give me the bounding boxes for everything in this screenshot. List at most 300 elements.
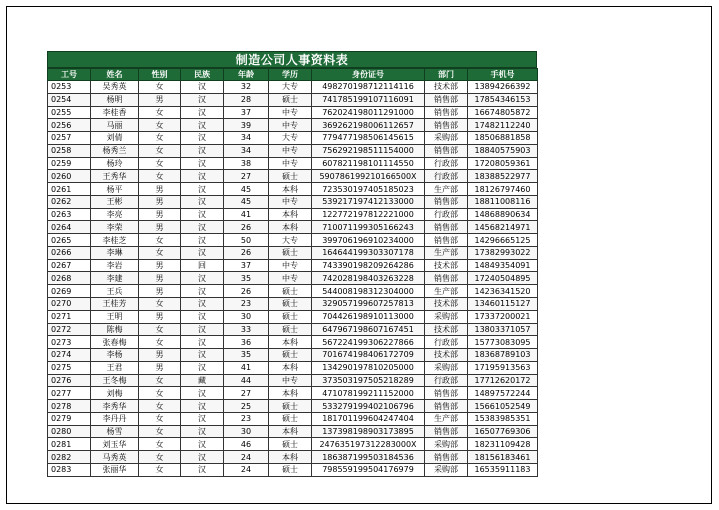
cell-education[interactable]: 硕士 [269,400,312,413]
cell-ethnicity[interactable]: 汉 [181,349,224,362]
cell-ethnicity[interactable]: 汉 [181,208,224,221]
cell-education[interactable]: 本科 [269,221,312,234]
cell-ethnicity[interactable]: 汉 [181,336,224,349]
cell-department[interactable]: 销售部 [425,119,468,132]
cell-age[interactable]: 35 [224,349,269,362]
cell-age[interactable]: 32 [224,81,269,94]
cell-education[interactable]: 中专 [269,157,312,170]
cell-name[interactable]: 李岩 [91,259,139,272]
cell-education[interactable]: 硕士 [269,310,312,323]
cell-gender[interactable]: 女 [139,400,181,413]
cell-gender[interactable]: 女 [139,119,181,132]
cell-age[interactable]: 34 [224,144,269,157]
cell-education[interactable]: 大专 [269,234,312,247]
cell-phone[interactable]: 17482112240 [468,119,538,132]
cell-employee-id[interactable]: 0271 [48,310,91,323]
cell-education[interactable]: 中专 [269,272,312,285]
cell-name[interactable]: 刘梅 [91,387,139,400]
cell-gender[interactable]: 女 [139,463,181,476]
cell-department[interactable]: 行政部 [425,157,468,170]
cell-education[interactable]: 硕士 [269,246,312,259]
cell-department[interactable]: 销售部 [425,106,468,119]
cell-phone[interactable]: 17854346153 [468,93,538,106]
cell-department[interactable]: 销售部 [425,451,468,464]
cell-education[interactable]: 本科 [269,361,312,374]
cell-name[interactable]: 王兵 [91,285,139,298]
table-row [48,170,538,183]
table-row [48,310,538,323]
cell-employee-id[interactable]: 0256 [48,119,91,132]
cell-id-number[interactable]: 498270198712114116 [312,81,425,94]
cell-education[interactable]: 中专 [269,119,312,132]
cell-id-number[interactable]: 710071199305166243 [312,221,425,234]
cell-gender[interactable]: 女 [139,132,181,145]
cell-ethnicity[interactable]: 汉 [181,195,224,208]
cell-gender[interactable]: 女 [139,144,181,157]
cell-department[interactable]: 销售部 [425,144,468,157]
cell-ethnicity[interactable]: 汉 [181,170,224,183]
cell-ethnicity[interactable]: 汉 [181,221,224,234]
cell-ethnicity[interactable]: 汉 [181,310,224,323]
table-row [48,106,538,119]
cell-employee-id[interactable]: 0274 [48,349,91,362]
cell-name[interactable]: 张春梅 [91,336,139,349]
cell-phone[interactable]: 13460115127 [468,298,538,311]
header-education[interactable]: 学历 [269,69,312,81]
cell-phone[interactable]: 13803371057 [468,323,538,336]
header-id-number[interactable]: 身份证号 [312,69,425,81]
table-row [48,157,538,170]
cell-name[interactable]: 王秀华 [91,170,139,183]
cell-name[interactable]: 李秀华 [91,400,139,413]
cell-department[interactable]: 采购部 [425,463,468,476]
cell-id-number[interactable]: 741785199107116091 [312,93,425,106]
cell-phone[interactable]: 14849354091 [468,259,538,272]
cell-id-number[interactable]: 164644199303307178 [312,246,425,259]
cell-gender[interactable]: 男 [139,272,181,285]
cell-employee-id[interactable]: 0280 [48,425,91,438]
cell-ethnicity[interactable]: 汉 [181,246,224,259]
cell-age[interactable]: 27 [224,387,269,400]
cell-employee-id[interactable]: 0264 [48,221,91,234]
cell-ethnicity[interactable]: 汉 [181,106,224,119]
cell-education[interactable]: 硕士 [269,323,312,336]
cell-id-number[interactable]: 590786199210166500X [312,170,425,183]
cell-ethnicity[interactable]: 汉 [181,157,224,170]
cell-age[interactable]: 45 [224,183,269,196]
cell-ethnicity[interactable]: 汉 [181,463,224,476]
cell-employee-id[interactable]: 0258 [48,144,91,157]
cell-name[interactable]: 李丹丹 [91,412,139,425]
header-name[interactable]: 姓名 [91,69,139,81]
cell-name[interactable]: 王君 [91,361,139,374]
cell-name[interactable]: 王彬 [91,195,139,208]
header-row [48,69,538,81]
cell-ethnicity[interactable]: 汉 [181,298,224,311]
cell-phone[interactable]: 16674805872 [468,106,538,119]
cell-employee-id[interactable]: 0282 [48,451,91,464]
cell-department[interactable]: 销售部 [425,400,468,413]
cell-employee-id[interactable]: 0270 [48,298,91,311]
cell-id-number[interactable]: 122772197812221000 [312,208,425,221]
table-row [48,132,538,145]
cell-employee-id[interactable]: 0260 [48,170,91,183]
cell-education[interactable]: 本科 [269,451,312,464]
cell-age[interactable]: 27 [224,170,269,183]
cell-id-number[interactable]: 329057199607257813 [312,298,425,311]
cell-education[interactable]: 本科 [269,183,312,196]
cell-department[interactable]: 生产部 [425,412,468,425]
cell-phone[interactable]: 18231109428 [468,438,538,451]
cell-age[interactable]: 23 [224,412,269,425]
cell-employee-id[interactable]: 0261 [48,183,91,196]
cell-id-number[interactable]: 779477198506145615 [312,132,425,145]
cell-department[interactable]: 采购部 [425,310,468,323]
cell-gender[interactable]: 男 [139,349,181,362]
cell-employee-id[interactable]: 0257 [48,132,91,145]
cell-phone[interactable]: 14897572244 [468,387,538,400]
cell-department[interactable]: 销售部 [425,221,468,234]
cell-ethnicity[interactable]: 汉 [181,119,224,132]
cell-department[interactable]: 销售部 [425,195,468,208]
header-gender[interactable]: 性别 [139,69,181,81]
cell-employee-id[interactable]: 0275 [48,361,91,374]
cell-phone[interactable]: 17337200021 [468,310,538,323]
cell-age[interactable]: 26 [224,285,269,298]
cell-name[interactable]: 李亮 [91,208,139,221]
cell-age[interactable]: 25 [224,400,269,413]
cell-phone[interactable]: 17208059361 [468,157,538,170]
cell-phone[interactable]: 14868890634 [468,208,538,221]
cell-employee-id[interactable]: 0266 [48,246,91,259]
cell-id-number[interactable]: 567224199306227866 [312,336,425,349]
cell-gender[interactable]: 女 [139,323,181,336]
cell-department[interactable]: 销售部 [425,387,468,400]
cell-name[interactable]: 陈梅 [91,323,139,336]
cell-id-number[interactable]: 607821198101114550 [312,157,425,170]
cell-ethnicity[interactable]: 藏 [181,374,224,387]
cell-gender[interactable]: 男 [139,310,181,323]
cell-gender[interactable]: 女 [139,387,181,400]
header-ethnicity[interactable]: 民族 [181,69,224,81]
cell-phone[interactable]: 15773083095 [468,336,538,349]
cell-age[interactable]: 28 [224,93,269,106]
cell-department[interactable]: 技术部 [425,349,468,362]
cell-gender[interactable]: 女 [139,438,181,451]
cell-ethnicity[interactable]: 汉 [181,93,224,106]
cell-id-number[interactable]: 742028198403263228 [312,272,425,285]
cell-name[interactable]: 李荣 [91,221,139,234]
cell-employee-id[interactable]: 0278 [48,400,91,413]
cell-education[interactable]: 硕士 [269,170,312,183]
cell-name[interactable]: 吴秀英 [91,81,139,94]
cell-employee-id[interactable]: 0259 [48,157,91,170]
cell-education[interactable]: 硕士 [269,93,312,106]
cell-age[interactable]: 45 [224,195,269,208]
cell-ethnicity[interactable]: 汉 [181,438,224,451]
cell-name[interactable]: 杨平 [91,183,139,196]
cell-department[interactable]: 销售部 [425,425,468,438]
cell-gender[interactable]: 女 [139,246,181,259]
cell-id-number[interactable]: 762024198011291000 [312,106,425,119]
cell-ethnicity[interactable]: 汉 [181,400,224,413]
cell-education[interactable]: 本科 [269,387,312,400]
cell-education[interactable]: 本科 [269,425,312,438]
cell-employee-id[interactable]: 0277 [48,387,91,400]
cell-education[interactable]: 中专 [269,195,312,208]
cell-name[interactable]: 马丽 [91,119,139,132]
cell-ethnicity[interactable]: 汉 [181,144,224,157]
cell-ethnicity[interactable]: 汉 [181,425,224,438]
cell-name[interactable]: 杨雪 [91,425,139,438]
table-row [48,400,538,413]
cell-id-number[interactable]: 533279199402106796 [312,400,425,413]
cell-age[interactable]: 38 [224,157,269,170]
cell-education[interactable]: 中专 [269,106,312,119]
cell-education[interactable]: 硕士 [269,463,312,476]
cell-id-number[interactable]: 701674198406172709 [312,349,425,362]
cell-age[interactable]: 41 [224,208,269,221]
cell-gender[interactable]: 女 [139,298,181,311]
cell-gender[interactable]: 女 [139,157,181,170]
cell-department[interactable]: 生产部 [425,246,468,259]
personnel-table [47,68,538,477]
header-phone[interactable]: 手机号 [468,69,538,81]
cell-phone[interactable]: 14296665125 [468,234,538,247]
cell-id-number[interactable]: 181701199604247404 [312,412,425,425]
cell-id-number[interactable]: 798559199504176979 [312,463,425,476]
cell-ethnicity[interactable]: 汉 [181,387,224,400]
cell-age[interactable]: 36 [224,336,269,349]
cell-gender[interactable]: 男 [139,183,181,196]
header-age[interactable]: 年龄 [224,69,269,81]
cell-employee-id[interactable]: 0255 [48,106,91,119]
cell-ethnicity[interactable]: 汉 [181,183,224,196]
cell-gender[interactable]: 女 [139,451,181,464]
cell-department[interactable]: 销售部 [425,93,468,106]
cell-employee-id[interactable]: 0262 [48,195,91,208]
cell-department[interactable]: 技术部 [425,323,468,336]
cell-name[interactable]: 杨明 [91,93,139,106]
cell-age[interactable]: 46 [224,438,269,451]
cell-ethnicity[interactable]: 汉 [181,412,224,425]
cell-department[interactable]: 采购部 [425,132,468,145]
cell-department[interactable]: 技术部 [425,298,468,311]
cell-gender[interactable]: 女 [139,106,181,119]
cell-name[interactable]: 李桂芝 [91,234,139,247]
cell-id-number[interactable]: 539217197412133000 [312,195,425,208]
cell-education[interactable]: 本科 [269,208,312,221]
cell-department[interactable]: 行政部 [425,170,468,183]
cell-ethnicity[interactable]: 汉 [181,132,224,145]
cell-name[interactable]: 马秀英 [91,451,139,464]
cell-phone[interactable]: 17195913563 [468,361,538,374]
cell-id-number[interactable]: 723530197405185023 [312,183,425,196]
cell-gender[interactable]: 男 [139,208,181,221]
cell-education[interactable]: 大专 [269,81,312,94]
cell-employee-id[interactable]: 0267 [48,259,91,272]
cell-phone[interactable]: 16535911183 [468,463,538,476]
cell-gender[interactable]: 女 [139,374,181,387]
cell-gender[interactable]: 男 [139,285,181,298]
cell-education[interactable]: 中专 [269,144,312,157]
cell-department[interactable]: 生产部 [425,183,468,196]
cell-id-number[interactable]: 756292198511154000 [312,144,425,157]
cell-employee-id[interactable]: 0265 [48,234,91,247]
table-row [48,323,538,336]
cell-department[interactable]: 技术部 [425,81,468,94]
cell-id-number[interactable]: 704426198910113000 [312,310,425,323]
cell-id-number[interactable]: 743390198209264286 [312,259,425,272]
cell-employee-id[interactable]: 0281 [48,438,91,451]
cell-employee-id[interactable]: 0253 [48,81,91,94]
cell-age[interactable]: 34 [224,132,269,145]
cell-ethnicity[interactable]: 汉 [181,272,224,285]
cell-name[interactable]: 李桂香 [91,106,139,119]
cell-ethnicity[interactable]: 汉 [181,323,224,336]
cell-ethnicity[interactable]: 回 [181,259,224,272]
cell-age[interactable]: 30 [224,425,269,438]
cell-phone[interactable]: 18388522977 [468,170,538,183]
cell-ethnicity[interactable]: 汉 [181,81,224,94]
cell-education[interactable]: 中专 [269,259,312,272]
cell-ethnicity[interactable]: 汉 [181,451,224,464]
cell-id-number[interactable]: 471078199211152000 [312,387,425,400]
cell-employee-id[interactable]: 0268 [48,272,91,285]
cell-gender[interactable]: 女 [139,234,181,247]
cell-education[interactable]: 大专 [269,132,312,145]
cell-ethnicity[interactable]: 汉 [181,234,224,247]
cell-age[interactable]: 41 [224,361,269,374]
cell-employee-id[interactable]: 0273 [48,336,91,349]
cell-name[interactable]: 刘倩 [91,132,139,145]
cell-id-number[interactable]: 544008198312304000 [312,285,425,298]
cell-age[interactable]: 33 [224,323,269,336]
cell-name[interactable]: 王冬梅 [91,374,139,387]
cell-name[interactable]: 张丽华 [91,463,139,476]
cell-age[interactable]: 37 [224,106,269,119]
cell-phone[interactable]: 15661052549 [468,400,538,413]
cell-phone[interactable]: 18126797460 [468,183,538,196]
cell-department[interactable]: 行政部 [425,336,468,349]
cell-age[interactable]: 26 [224,221,269,234]
cell-education[interactable]: 硕士 [269,285,312,298]
cell-department[interactable]: 销售部 [425,272,468,285]
cell-age[interactable]: 44 [224,374,269,387]
cell-age[interactable]: 37 [224,259,269,272]
cell-phone[interactable]: 18811008116 [468,195,538,208]
cell-employee-id[interactable]: 0254 [48,93,91,106]
cell-id-number[interactable]: 399706196910234000 [312,234,425,247]
cell-phone[interactable]: 17382993022 [468,246,538,259]
cell-phone[interactable]: 13894266392 [468,81,538,94]
spreadsheet [47,51,537,477]
cell-gender[interactable]: 男 [139,221,181,234]
cell-gender[interactable]: 女 [139,425,181,438]
cell-phone[interactable]: 17712620172 [468,374,538,387]
cell-name[interactable]: 李琳 [91,246,139,259]
cell-name[interactable]: 李建 [91,272,139,285]
cell-phone[interactable]: 14568214971 [468,221,538,234]
cell-gender[interactable]: 女 [139,170,181,183]
table-row [48,387,538,400]
cell-department[interactable]: 销售部 [425,234,468,247]
cell-education[interactable]: 硕士 [269,438,312,451]
header-department[interactable]: 部门 [425,69,468,81]
cell-department[interactable]: 生产部 [425,285,468,298]
cell-gender[interactable]: 女 [139,336,181,349]
cell-gender[interactable]: 男 [139,361,181,374]
cell-age[interactable]: 39 [224,119,269,132]
sheet-title[interactable]: 制造公司人事资料表 [47,51,537,68]
cell-education[interactable]: 本科 [269,336,312,349]
cell-education[interactable]: 硕士 [269,349,312,362]
cell-name[interactable]: 杨玲 [91,157,139,170]
cell-age[interactable]: 26 [224,246,269,259]
cell-department[interactable]: 采购部 [425,361,468,374]
cell-age[interactable]: 23 [224,298,269,311]
cell-employee-id[interactable]: 0263 [48,208,91,221]
header-employee-id[interactable]: 工号 [48,69,91,81]
cell-employee-id[interactable]: 0272 [48,323,91,336]
cell-name[interactable]: 王明 [91,310,139,323]
cell-department[interactable]: 行政部 [425,374,468,387]
cell-gender[interactable]: 女 [139,412,181,425]
cell-name[interactable]: 王桂芳 [91,298,139,311]
cell-gender[interactable]: 男 [139,195,181,208]
cell-education[interactable]: 硕士 [269,298,312,311]
cell-age[interactable]: 50 [224,234,269,247]
cell-employee-id[interactable]: 0276 [48,374,91,387]
cell-ethnicity[interactable]: 汉 [181,285,224,298]
cell-id-number[interactable]: 137398198903173895 [312,425,425,438]
cell-id-number[interactable]: 373503197505218289 [312,374,425,387]
cell-phone[interactable]: 18506881858 [468,132,538,145]
cell-gender[interactable]: 男 [139,93,181,106]
cell-age[interactable]: 30 [224,310,269,323]
cell-id-number[interactable]: 369262198006112657 [312,119,425,132]
cell-phone[interactable]: 18368789103 [468,349,538,362]
cell-phone[interactable]: 16507769306 [468,425,538,438]
cell-employee-id[interactable]: 0279 [48,412,91,425]
cell-age[interactable]: 24 [224,451,269,464]
cell-employee-id[interactable]: 0269 [48,285,91,298]
cell-department[interactable]: 行政部 [425,208,468,221]
cell-education[interactable]: 中专 [269,374,312,387]
cell-id-number[interactable]: 247635197312283000X [312,438,425,451]
cell-name[interactable]: 李杨 [91,349,139,362]
cell-department[interactable]: 技术部 [425,259,468,272]
cell-employee-id[interactable]: 0283 [48,463,91,476]
cell-phone[interactable]: 18156183461 [468,451,538,464]
cell-age[interactable]: 35 [224,272,269,285]
cell-gender[interactable]: 女 [139,81,181,94]
cell-name[interactable]: 杨秀兰 [91,144,139,157]
cell-id-number[interactable]: 186387199503184536 [312,451,425,464]
cell-age[interactable]: 24 [224,463,269,476]
cell-name[interactable]: 刘玉华 [91,438,139,451]
cell-id-number[interactable]: 134290197810205000 [312,361,425,374]
cell-phone[interactable]: 17240504895 [468,272,538,285]
cell-id-number[interactable]: 647967198607167451 [312,323,425,336]
cell-phone[interactable]: 14236341520 [468,285,538,298]
cell-education[interactable]: 硕士 [269,412,312,425]
cell-gender[interactable]: 男 [139,259,181,272]
cell-ethnicity[interactable]: 汉 [181,361,224,374]
cell-department[interactable]: 采购部 [425,438,468,451]
cell-phone[interactable]: 15383985351 [468,412,538,425]
cell-phone[interactable]: 18840575903 [468,144,538,157]
